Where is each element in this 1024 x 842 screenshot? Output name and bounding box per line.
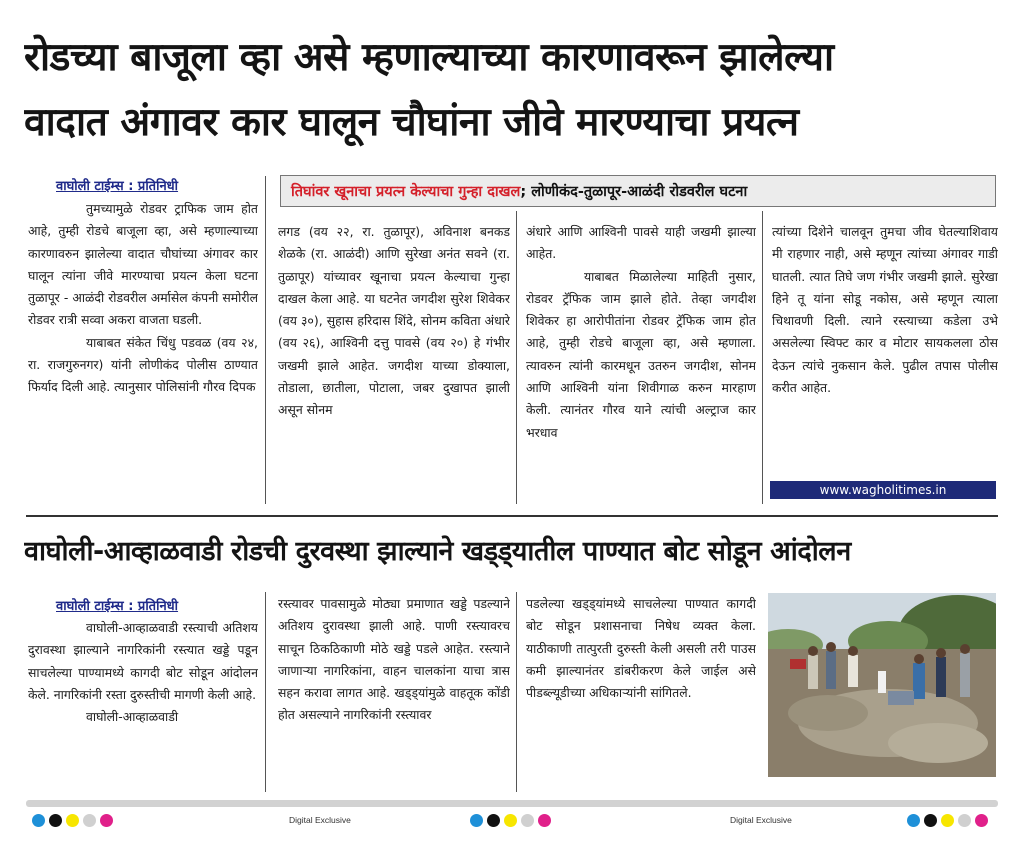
registration-dot: [941, 814, 954, 827]
article2-col3-text: पडलेल्या खड्ड्यांमध्ये साचलेल्या पाण्यात कागदी बोट सोडून प्रशासनाचा निषेध व्यक्त केला. याठीकाणी तात्पुरती दुरुस्ती केली असली तरी पाउस कमी झाल्यानंतर डांबरीकरण केले जाईल असे पीडब्ल्यूडीच्या अधिकाऱ्यांनी सांगितले.: [526, 596, 756, 701]
registration-dot: [100, 814, 113, 827]
footer-label-digital-exclusive: Digital Exclusive: [730, 815, 792, 825]
registration-dot: [49, 814, 62, 827]
registration-dot: [521, 814, 534, 827]
website-url-banner: www.wagholitimes.in: [770, 481, 996, 499]
article1-subheadline: [280, 175, 996, 207]
article1-headline-line2: वादात अंगावर कार घालून चौघांना जीवे मारण्याचा प्रयत्न: [24, 100, 799, 145]
article1-byline: वाघोली टाईम्स : प्रतिनिधी: [56, 179, 179, 194]
article2-column-2: [278, 593, 510, 797]
article1-col3-paragraph-2: याबाबत मिळालेल्या माहिती नुसार, रोडवर ट्रॅफिक जाम झाले होते. तेव्हा जगदीश शिवेकर हा आरोपीतांना रोडवर ट्रॅफिक जाम होत आहे, तुम्ही रोडचे बाजूला व्हा, असे म्हणाला. त्यावरुन त्यांनी कारमधून उतरुन जगदीश, सोनम आणि आश्विनी यांना शिवीगाळ करुन मारहाण केली. त्यानंतर गौरव याने त्यांची अल्ट्राज कार भरधाव: [526, 268, 756, 440]
registration-dot: [487, 814, 500, 827]
protest-photo: [768, 593, 996, 777]
registration-dot: [504, 814, 517, 827]
registration-dot: [66, 814, 79, 827]
subheadline-highlight: तिघांवर खूनाचा प्रयत्न केल्याचा गुन्हा दाखल: [291, 184, 521, 200]
registration-dot: [538, 814, 551, 827]
subheadline-location: ; लोणीकंद-तुळापूर-आळंदी रोडवरील घटना: [520, 184, 748, 200]
article1-column-2: [278, 221, 510, 501]
article1-col1-paragraph-1: तुमच्यामुळे रोडवर ट्राफिक जाम होत आहे, तुम्ही रोडचे बाजूला व्हा, असे म्हणाल्याच्या कारणावरुन झालेल्या वादात चौघांच्या अंगावर कार घालून त्यांना जीवे मारण्याचा प्रयत्न केला घटना तुळापूर - आळंदी रोडवरील अर्मासेल कंपनी समोरील रोडवर रात्री सव्वा अकरा वाजता घडली.: [28, 201, 258, 328]
registration-dot: [924, 814, 937, 827]
article2-col2-text: रस्त्यावर पावसामुळे मोठ्या प्रमाणात खड्डे पडल्याने अतिशय दुरावस्था झाली आहे. पाणी रस्त्यावरच साचून ठिकठिकाणी मोठे खड्डे पडले आहेत. रस्त्याने जाणाऱ्या नागरिकांना, वाहन चालकांना याचा त्रास सहन करावा लागत आहे. खड्ड्यांमुळे वाहतूक कोंडी होत असल्याने नागरिकांनी रस्त्यावर: [278, 596, 510, 723]
registration-dot: [958, 814, 971, 827]
article1-col1-paragraph-2: याबाबत संकेत चिंधु पडवळ (वय २४, रा. राजगुरुनगर) यांनी लोणीकंद पोलीस ठाण्यात फिर्याद दिली आहे. त्यानुसार पोलिसांनी गौरव दिपक: [28, 334, 258, 395]
article1-headline-line1: रोडच्या बाजूला व्हा असे म्हणाल्याच्या कारणावरून झालेल्या: [24, 35, 834, 80]
article2-column-3: [526, 593, 756, 797]
article2-col1-paragraph-1: वाघोली-आव्हाळवाडी रस्त्याची अतिशय दुरावस्था झाल्याने नागरिकांनी रस्त्यात खड्डे पडून साचलेल्या पाण्यामध्ये कागदी बोट सोडून आंदोलन केले. नागरिकांनी रस्ता दुरुस्तीची मागणी केली आहे.: [28, 620, 258, 702]
section-divider: [26, 515, 998, 517]
registration-dot: [470, 814, 483, 827]
column-divider: [265, 592, 266, 792]
footer-label-digital-exclusive: Digital Exclusive: [289, 815, 351, 825]
color-registration-dots-center: [470, 814, 551, 827]
article1-column-4: [772, 221, 998, 479]
article1-col3-paragraph-1: अंधारे आणि आश्विनी पावसे याही जखमी झाल्या आहेत.: [526, 224, 756, 262]
column-divider: [516, 211, 517, 504]
article1-col4-text: त्यांच्या दिशेने चालवून तुमचा जीव घेतल्याशिवाय मी राहणार नाही, असे म्हणून त्यांच्या अंगावर गाडी घातली. त्यात तिघे जण गंभीर जखमी झाले. सुरेखा हिने तू यांना सोडू नकोस, असे म्हणून त्याला चिथावणी दिली. त्याने रस्त्याच्या कडेला उभे असलेल्या स्विफ्ट कार व मोटार सायकलला ठोस देऊन त्यांचे नुकसान केले. पुढील तपास पोलीस करीत आहेत.: [772, 224, 998, 396]
article1-column-1: [28, 198, 258, 500]
article2-byline: वाघोली टाईम्स : प्रतिनिधी: [56, 599, 179, 614]
article2-col1-paragraph-2: वाघोली-आव्हाळवाडी: [86, 709, 179, 725]
article2-column-1: [28, 617, 258, 797]
color-registration-dots-left: [32, 814, 113, 827]
column-divider: [762, 211, 763, 504]
article1-col2-text: लगड (वय २२, रा. तुळापूर), अविनाश बनकड शेळके (रा. आळंदी) आणि सुरेखा अनंत सवने (रा. तुळापूर) यांच्यावर खूनाचा प्रयत्न केल्याचा गुन्हा दाखल केला आहे. या घटनेत जगदीश सुरेश शिवेकर (वय ३०), सुहास हरिदास शिंदे, सोनम कविता अंधारे (वय २६), आश्विनी दत्तु पावसे (वय २०) हे गंभीर जखमी झाले आहेत. जगदीश याच्या डोक्याला, तोडाला, छातीला, पोटाला, जबर दुखापत झाली असून सोनम: [278, 224, 510, 418]
column-divider: [265, 176, 266, 504]
color-registration-dots-right: [907, 814, 988, 827]
registration-dot: [907, 814, 920, 827]
article2-headline: वाघोली-आव्हाळवाडी रोडची दुरवस्था झाल्याने खड्ड्यातील पाण्यात बोट सोडून आंदोलन: [24, 536, 851, 567]
registration-dot: [83, 814, 96, 827]
registration-dot: [975, 814, 988, 827]
footer-bar: [26, 800, 998, 807]
article1-column-3: [526, 221, 756, 501]
column-divider: [516, 592, 517, 792]
registration-dot: [32, 814, 45, 827]
